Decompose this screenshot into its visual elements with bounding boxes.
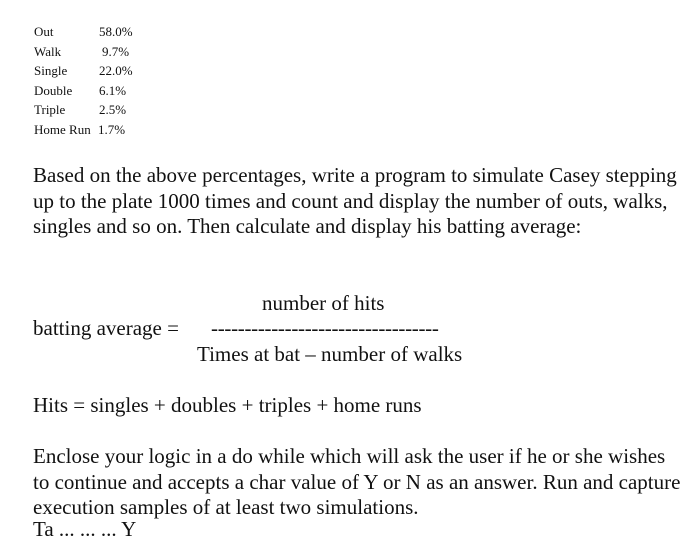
stat-row-out	[34, 22, 234, 42]
hits-definition: Hits = singles + doubles + triples + home runs	[33, 393, 422, 417]
formula-numerator: number of hits	[262, 291, 385, 315]
stat-row-triple	[34, 100, 234, 120]
loop-instructions-paragraph: Enclose your logic in a do while which will ask the user if he or she wishes to continue and accepts a char value of Y or N as an answer. Run and capture execution samples of at least two simulations.	[33, 444, 681, 519]
stat-row-home-run	[34, 120, 234, 140]
stat-row-single	[34, 61, 234, 81]
formula-label: batting average =	[33, 316, 179, 340]
formula-divider: ----------------------------------	[211, 316, 439, 340]
stat-label: Out	[34, 24, 54, 39]
stat-label: Double	[34, 82, 73, 98]
stat-value: 6.1%	[99, 82, 127, 98]
cut-off-text: Ta ... ... ... Y	[33, 517, 137, 541]
formula-denominator: Times at bat – number of walks	[197, 342, 463, 366]
instructions-paragraph: Based on the above percentages, write a program to simulate Casey stepping up to the plate 1000 times and count and display the number of outs, walks, singles and so on. Then calculate and display his batting average:	[33, 163, 677, 238]
stat-label: Triple	[34, 102, 66, 117]
stat-row-walk	[34, 42, 234, 62]
stat-label: Single	[34, 63, 68, 78]
stat-value: 9.7%	[102, 43, 130, 59]
percentages-table	[34, 22, 234, 139]
stat-value: 22.0%	[99, 63, 133, 78]
stat-row-double	[34, 81, 234, 101]
stat-label: Walk	[34, 43, 62, 59]
stat-label: Home Run	[34, 121, 91, 137]
stat-value: 2.5%	[99, 102, 127, 117]
stat-value: 58.0%	[99, 24, 133, 39]
stat-value: 1.7%	[98, 121, 126, 137]
